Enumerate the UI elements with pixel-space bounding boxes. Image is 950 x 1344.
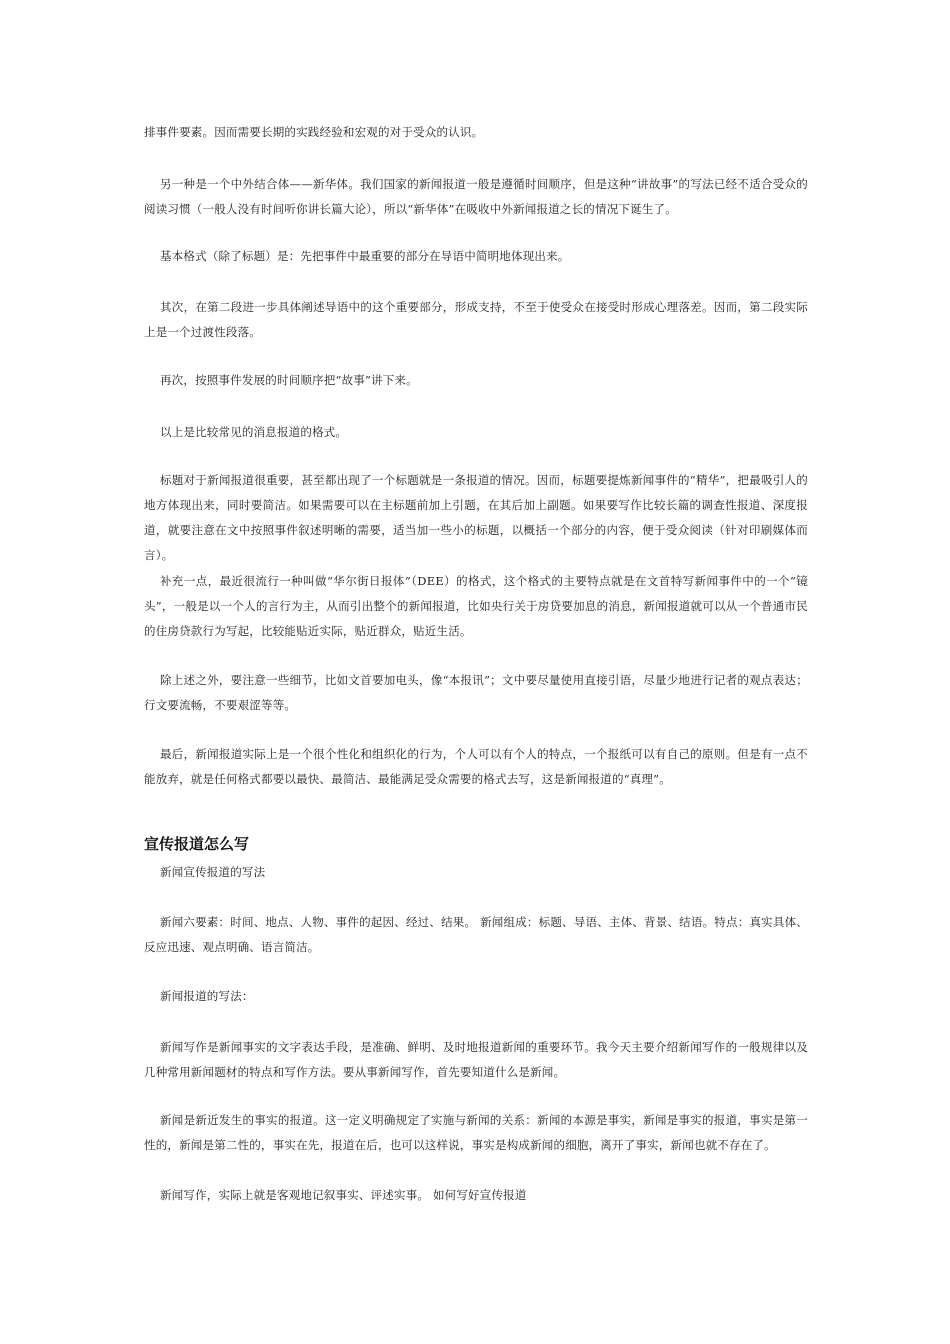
section-heading-bold: 宣传	[144, 835, 175, 853]
paragraph-subtitle: 新闻宣传报道的写法	[160, 865, 266, 879]
paragraph-wsj-style: 补充一点，最近很流行一种叫做“华尔街日报体”（DEE）的格式，这个格式的主要特点就是在文首特写新闻事件中的一个“镜头”，一般是以一个人的言行为主，从而引出整个的新闻报道，比如央行关于房贷要加息的消息，新闻报道就可以从一个普通市民的住房贷款行为写起，比较能贴近实际，贴近群众，贴近生活。	[144, 574, 808, 638]
paragraph-headlines: 标题对于新闻报道很重要，甚至都出现了一个标题就是一条报道的情况。因而，标题要提炼新闻事件的“精华”，把最吸引人的地方体现出来，同时要简洁。如果需要可以在主标题前加上引题，在其后加上副题。如果要写作比较长篇的调查性报道、深度报道，就要注意在文中按照事件叙述明晰的需要，适当加一些小的标题，以概括一个部分的内容，便于受众阅读（针对印刷媒体而言）。	[144, 473, 808, 562]
paragraph-third-step: 再次，按照事件发展的时间顺序把“故事”讲下来。	[160, 373, 418, 387]
paragraph-conclusion: 最后，新闻报道实际上是一个很个性化和组织化的行为，个人可以有个人的特点，一个报纸可以有自己的原则。但是有一点不能放弃，就是任何格式都要以最快、最简洁、最能满足受众需要的格式去写，这是新闻报道的“真理”。	[144, 747, 808, 786]
paragraph-common-format: 以上是比较常见的消息报道的格式。	[160, 425, 348, 439]
paragraph-basic-format: 基本格式（除了标题）是：先把事件中最重要的部分在导语中简明地体现出来。	[160, 249, 570, 263]
section-heading-rest: 报道怎么写	[174, 835, 250, 853]
section-heading	[144, 834, 808, 854]
paragraph-details: 除上述之外，要注意一些细节，比如文首要加电头，像“本报讯”；文中要尽量使用直接引语，尽量少地进行记者的观点表达；行文要流畅，不要艰涩等等。	[144, 673, 808, 712]
paragraph-second-step: 其次，在第二段进一步具体阐述导语中的这个重要部分，形成支持，不至于使受众在接受时形成心理落差。因而，第二段实际上是一个过渡性段落。	[144, 300, 808, 339]
paragraph-objective-reporting: 新闻写作，实际上就是客观地记叙事实、评述实事。 如何写好宣传报道	[160, 1188, 527, 1202]
paragraph-continuation: 排事件要素。因而需要长期的实践经验和宏观的对于受众的认识。	[144, 125, 484, 139]
paragraph-news-writing: 新闻写作是新闻事实的文字表达手段，是准确、鲜明、及时地报道新闻的重要环节。我今天主要介绍新闻写作的一般规律以及几种常用新闻题材的特点和写作方法。要从事新闻写作，首先要知道什么是新闻。	[144, 1040, 808, 1079]
paragraph-six-elements: 新闻六要素：时间、地点、人物、事件的起因、经过、结果。 新闻组成：标题、导语、主体、背景、结语。特点：真实具体、反应迅速、观点明确、语言简洁。	[144, 915, 808, 954]
paragraph-news-definition: 新闻是新近发生的事实的报道。这一定义明确规定了实施与新闻的关系：新闻的本源是事实，新闻是事实的报道，事实是第一性的，新闻是第二性的，事实在先，报道在后，也可以这样说，事实是构成新闻的细胞，离开了事实，新闻也就不存在了。	[144, 1113, 808, 1152]
paragraph-writing-method: 新闻报道的写法：	[160, 989, 254, 1003]
paragraph-xinhua-style: 另一种是一个中外结合体——新华体。我们国家的新闻报道一般是遵循时间顺序，但是这种“讲故事”的写法已经不适合受众的阅读习惯（一般人没有时间听你讲长篇大论），所以“新华体”在吸收中外新闻报道之长的情况下诞生了。	[144, 177, 808, 216]
